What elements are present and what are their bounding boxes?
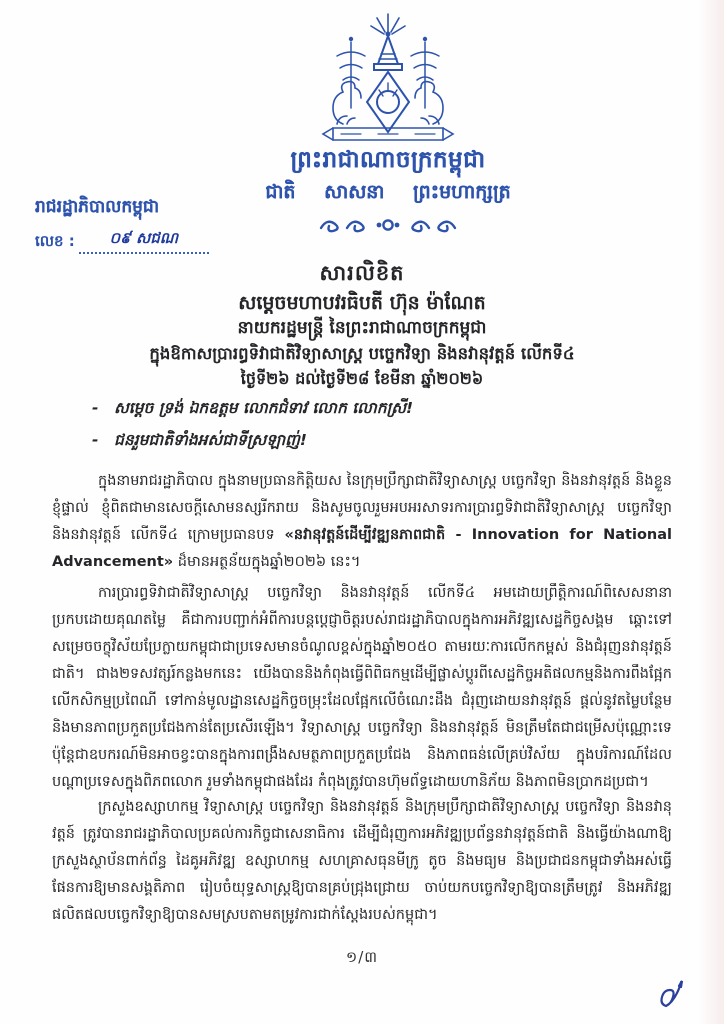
- heading-lines: [0, 290, 724, 391]
- salutation-line: [92, 424, 652, 456]
- paragraph-1-theme-bold: «នវានុវត្តន៍ដើម្បីវឌ្ឍនភាពជាតិ - Innovation for National Advancement»: [52, 527, 672, 570]
- reference-number-handwritten: ០៩ សជណ: [79, 229, 209, 254]
- paragraph-1-closing: ដ៏មានអត្ថន័យក្នុងឆ្នាំ២០២៦ នេះ។: [173, 554, 361, 570]
- royal-arms-of-cambodia-icon: [303, 12, 473, 152]
- heading-sender-name: សម្តេចមហាបវរធិបតី ហ៊ុន ម៉ាណែត: [238, 292, 486, 314]
- body-paragraph-3: [52, 794, 672, 929]
- kingdom-title: ព្រះរាជាណាចក្រកម្ពុជា: [290, 147, 486, 173]
- paragraph-2-text: ការប្រារព្ធទិវាជាតិវិទ្យាសាស្ត្រ បច្ចេកវិទ្យា និងនវានុវត្តន៍ លើកទី៤ អមដោយព្រឹត្តិការណ៍ពិសេសនានា ប្រកបដោយគុណតម្លៃ គឺជាការបញ្ជាក់អំពីការបន្តប្តេជ្ញាចិត្តរបស់រាជរដ្ឋាភិបាលក្នុងការអភិវឌ្ឍសេដ្ឋកិច្ចសង្គម ឆ្ពោះទៅសម្រេចចក្ខុវិស័យប្រែក្លាយកម្ពុជាជាប្រទេសមានចំណូលខ្ពស់ក្នុងឆ្នាំ២០៥០ តាមរយៈការលើកកម្ពស់ និងជំរុញនវានុវត្តន៍ជាតិ។ ជាង២ទសវត្សរ៍កន្លងមកនេះ យើងបាននិងកំពុងធ្វើពិពិធកម្មដើម្បីផ្លាស់ប្តូរពីសេដ្ឋកិច្ចអតិផលកម្មនិងការពឹងផ្អែកលើកសិកម្មប្រពៃណី ទៅកាន់មូលដ្ឋានសេដ្ឋកិច្ចចម្រុះដែលផ្អែកលើចំណេះដឹង ជំរុញដោយនវានុវត្តន៍ ផ្តល់នូវតម្លៃបន្ថែម និងមានភាពប្រកួតប្រជែងកាន់តែប្រសើរឡើង។ វិទ្យាសាស្ត្រ បច្ចេកវិទ្យា និងនវានុវត្តន៍ មិនត្រឹមតែជាជម្រើសប៉ុណ្ណោះទេ ប៉ុន្តែជាឧបករណ៍មិនអាចខ្វះបានក្នុងការពង្រឹងសមត្ថភាពប្រកួតប្រជែង និងភាពធន់លើគ្រប់វិស័យ ក្នុងបរិការណ៍ដែលបណ្តាប្រទេសក្នុងពិភពលោក រួមទាំងកម្ពុជាផងដែរ កំពុងត្រូវបានហ៊ុមព័ទ្ធដោយហានិភ័យ និងភាពមិនប្រាកដប្រជា។: [52, 585, 672, 790]
- heading-dates: ថ្ងៃទី២៦ ដល់ថ្ងៃទី២៨ ខែមីនា ឆ្នាំ២០២៦: [240, 369, 484, 388]
- heading-occasion: ក្នុងឱកាសប្រារព្ធទិវាជាតិវិទ្យាសាស្ត្រ បច្ចេកវិទ្យា និងនវានុវត្តន៍ លើកទី៤: [149, 344, 575, 363]
- reference-number-line: [35, 229, 209, 254]
- government-block: [35, 196, 209, 254]
- document-title: សារលិខិត: [319, 261, 405, 285]
- paragraph-1-text: ក្នុងនាមរាជរដ្ឋាភិបាល ក្នុងនាមប្រធានកិត្តិយស នៃក្រុមប្រឹក្សាជាតិវិទ្យាសាស្ត្រ បច្ចេកវិទ្យា និងនវានុវត្តន៍ និងខ្លួនខ្ញុំផ្ទាល់ ខ្ញុំពិតជាមានសេចក្តីសោមនស្សរីករាយ និងសូមចូលរួមអបអរសាទរការប្រារព្ធទិវាជាតិវិទ្យាសាស្ត្រ បច្ចេកវិទ្យា និងនវានុវត្តន៍ លើកទី៤ ក្រោមប្រធានបទ: [52, 473, 672, 543]
- paragraph-3-text: ក្រសួងឧស្សាហកម្ម វិទ្យាសាស្ត្រ បច្ចេកវិទ្យា និងនវានុវត្តន៍ និងក្រុមប្រឹក្សាជាតិវិទ្យាសាស្ត្រ បច្ចេកវិទ្យា និងនវានុវត្តន៍ ត្រូវបានរាជរដ្ឋាភិបាលប្រគល់ការកិច្ចជាសេនាធិការ ដើម្បីជំរុញការអភិវឌ្ឍប្រព័ន្ធនវានុវត្តន៍ជាតិ និងធ្វើយ៉ាងណាឱ្យក្រសួងស្ថាប័នពាក់ព័ន្ធ ដៃគូអភិវឌ្ឍ ឧស្សាហកម្ម សហគ្រាសធុនមីក្រូ តូច និងមធ្យម និងប្រជាជនកម្ពុជាទាំងអស់ធ្វើផែនការឱ្យមានសង្គតិភាព រៀបចំយុទ្ធសាស្ត្រឱ្យបានគ្រប់ជ្រុងជ្រោយ ចាប់យកបច្ចេកវិទ្យាឱ្យបានត្រឹមត្រូវ និងអភិវឌ្ឍផលិតផលបច្ចេកវិទ្យាឱ្យបានសមស្របតាមតម្រូវការជាក់ស្តែងរបស់កម្ពុជា។: [52, 799, 672, 923]
- heading-sender-role: នាយករដ្ឋមន្ត្រី នៃព្រះរាជាណាចក្រកម្ពុជា: [237, 318, 487, 338]
- page-number: ១/៣: [345, 948, 379, 966]
- government-title: រាជរដ្ឋាភិបាលកម្ពុជា: [35, 197, 160, 217]
- salutation-line: [92, 392, 652, 424]
- handwritten-initial-icon: [652, 974, 692, 1018]
- salutation-dash: -: [92, 431, 99, 449]
- kbach-scroll-ornament-icon: [313, 214, 463, 240]
- motto-nation-religion-king: ជាតិ សាសនា ព្រះមហាក្សត្រ: [265, 181, 511, 203]
- body-paragraph-2: [52, 580, 672, 796]
- reference-label: លេខ :: [35, 232, 75, 250]
- body-paragraph-1: [52, 468, 672, 576]
- salutation-text: ជនរួមជាតិទាំងអស់ជាទីស្រឡាញ់!: [114, 431, 307, 449]
- salutation-list: [92, 392, 652, 456]
- salutation-text: សម្តេច ទ្រង់ ឯកឧត្តម លោកជំទាវ លោក លោកស្រី!: [114, 399, 414, 417]
- salutation-dash: -: [92, 399, 99, 417]
